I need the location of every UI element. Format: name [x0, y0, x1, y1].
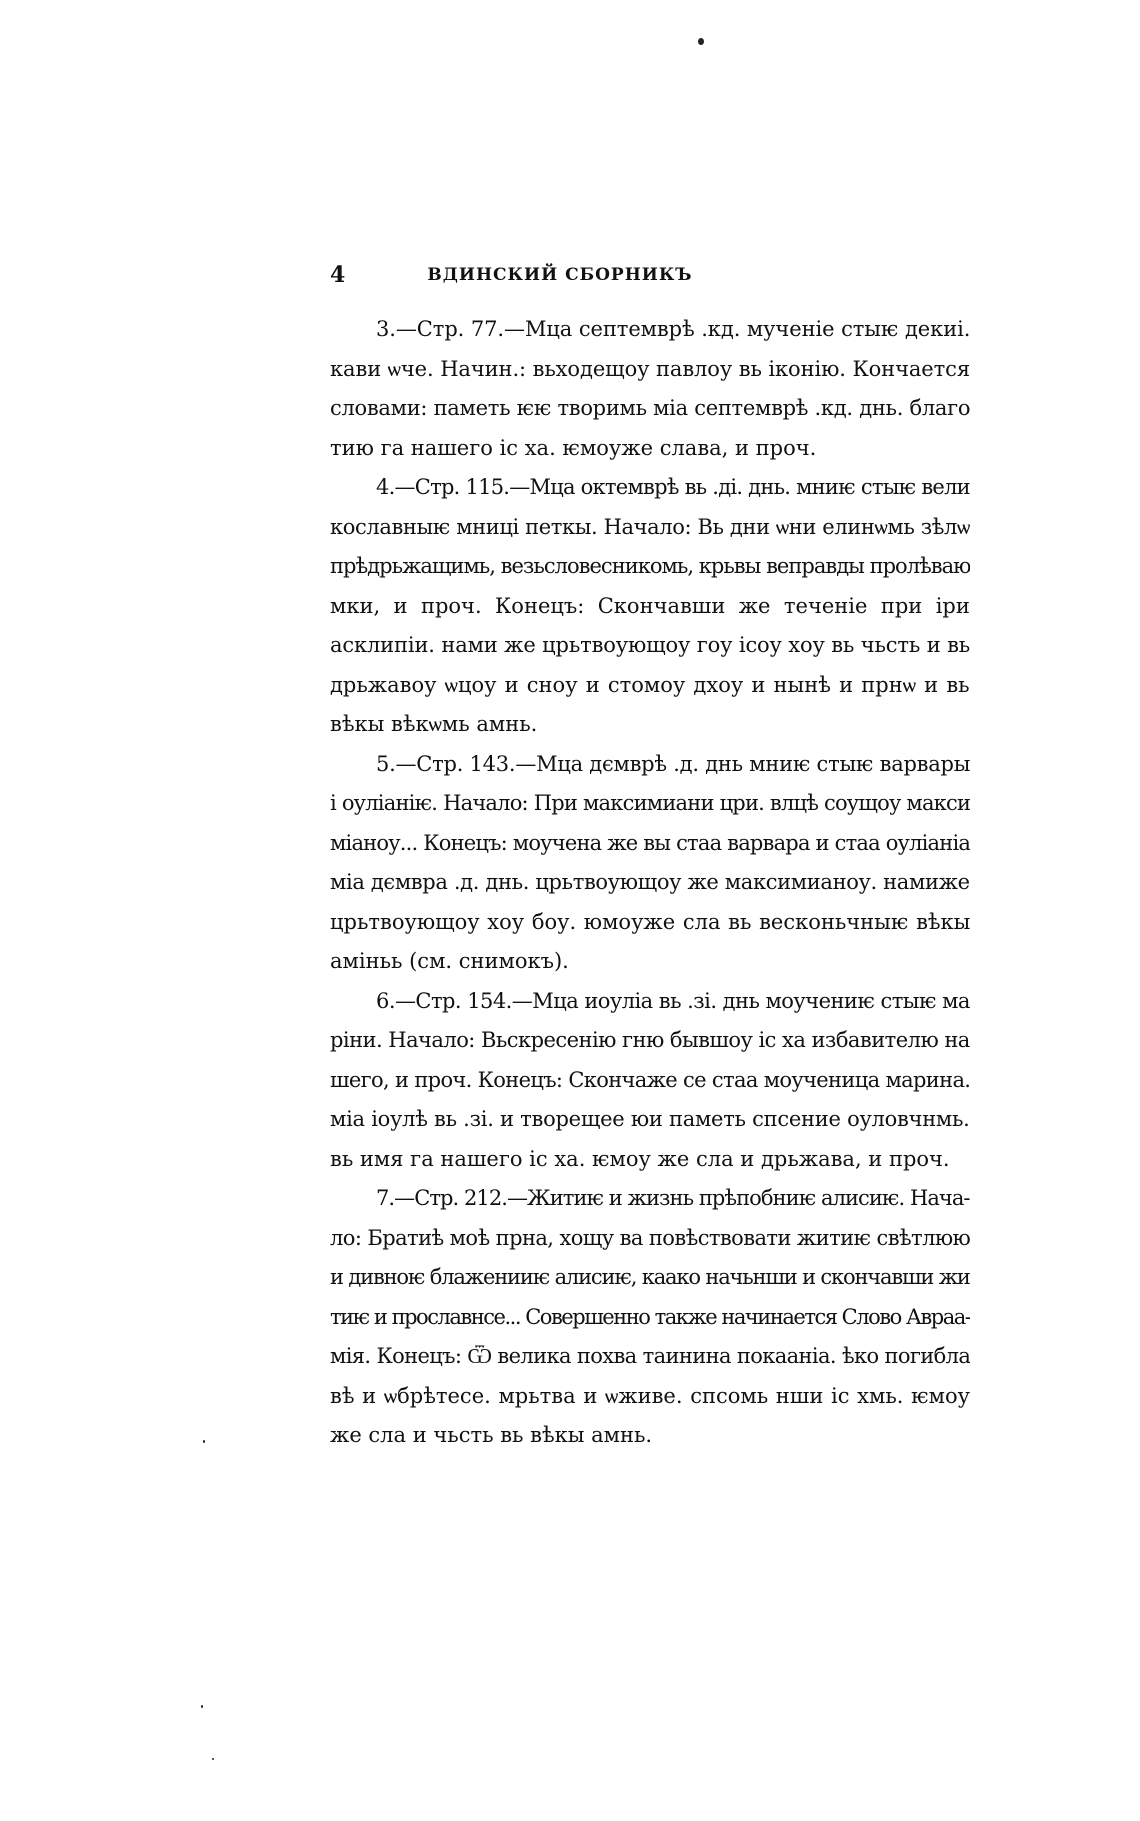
- ink-speck-left-2: [201, 1705, 203, 1708]
- text-line: міа іоулѣ вь .зі. и творещее юи паметь спсение оуловчнмь.: [330, 1107, 970, 1131]
- text-line: ло: Братиѣ моѣ прна, хощу ва повѣствовати житиѥ свѣтлюю: [330, 1225, 970, 1250]
- text-line: тию га нашего іс ха. ѥмоуже слава, и проч.: [330, 435, 817, 460]
- ink-speck-left-3: [212, 1758, 214, 1760]
- ink-speck-left-1: [203, 1440, 205, 1443]
- text-line: дрьжавоу ѡцоу и сноу и стомоу дхоу и нынѣ и прнѡ и вь: [330, 672, 970, 697]
- body-text: [330, 310, 970, 1456]
- text-line: 4.—Стр. 115.—Мца октемврѣ вь .ді. днь. мниѥ стыѥ вели: [376, 475, 970, 499]
- text-line: мія. Конецъ: Ѿ велика похва таинина покааніа. ѣко погибла: [330, 1344, 970, 1368]
- text-line: тиѥ и прославнсе... Совершенно также начинается Слово Авраа-: [330, 1304, 970, 1329]
- text-line: шего, и проч. Конецъ: Скончаже се стаа моученица марина.: [330, 1067, 970, 1092]
- text-line: прѣдрьжащимь, везьсловесникомь, крьвы веправды пролѣваю: [330, 554, 970, 578]
- text-line: асклипіи. нами же црьтвоующоу гоу ісоу хоу вь чьсть и вь: [330, 633, 970, 657]
- text-line: міа дємвра .д. днь. црьтвоующоу же максимианоу. намиже: [330, 870, 970, 894]
- text-line: аміньь (см. снимокъ).: [330, 949, 569, 973]
- text-line: мки, и проч. Конецъ: Скончавши же теченіе при іри: [330, 593, 970, 618]
- text-line: і оуліаніѥ. Начало: При максимиани цри. влцѣ соущоу макси: [330, 791, 970, 815]
- text-line: ріни. Начало: Вьскресенію гню бывшоу іс ха избавителю на: [330, 1028, 970, 1052]
- text-line: же сла и чьсть вь вѣкы амнь.: [330, 1423, 653, 1447]
- running-title: ВДИНСКИЙ СБОРНИКЪ: [427, 265, 693, 285]
- page-header: [330, 262, 790, 292]
- text-line: кославныѥ мниці петкы. Начало: Вь дни ѡни елинѡмь зѣлѡ: [330, 514, 970, 539]
- text-line: вѣкы вѣкѡмь амнь.: [330, 712, 538, 736]
- text-line: црьтвоующоу хоу боу. юмоуже сла вь весконьчныѥ вѣкы: [330, 909, 970, 934]
- text-line: міаноу... Конецъ: моучена же вы стаа варвара и стаа оуліаніа: [330, 830, 970, 855]
- page-number: 4: [330, 262, 346, 288]
- text-line: кави ѡче. Начин.: вьходещоу павлоу вь іконію. Кончается: [330, 356, 970, 381]
- text-line: 3.—Стр. 77.—Мца септемврѣ .кд. мученіе стыѥ декиі.: [376, 317, 970, 341]
- text-line: словами: паметь ѥѥ творимь міа септемврѣ .кд. днь. благо: [330, 396, 970, 420]
- text-line: 6.—Стр. 154.—Мца иоуліа вь .зі. днь моучениѥ стыѥ ма: [376, 988, 970, 1013]
- text-line: вѣ и ѡбрѣтесе. мрьтва и ѡживе. спсомь нши іс хмь. ѥмоу: [330, 1383, 970, 1408]
- ink-speck-top: [698, 38, 704, 45]
- text-line: 7.—Стр. 212.—Житиѥ и жизнь прѣпобниѥ алисиѥ. Нача-: [376, 1186, 970, 1210]
- text-line: вь имя га нашего іс ха. ѥмоу же сла и дрьжава, и проч.: [330, 1146, 950, 1171]
- text-line: и дивноѥ блаженииѥ алисиѥ, каако начьнши и скончавши жи: [330, 1265, 970, 1289]
- text-line: 5.—Стр. 143.—Мца дємврѣ .д. днь мниѥ стыѥ варвары: [376, 751, 970, 776]
